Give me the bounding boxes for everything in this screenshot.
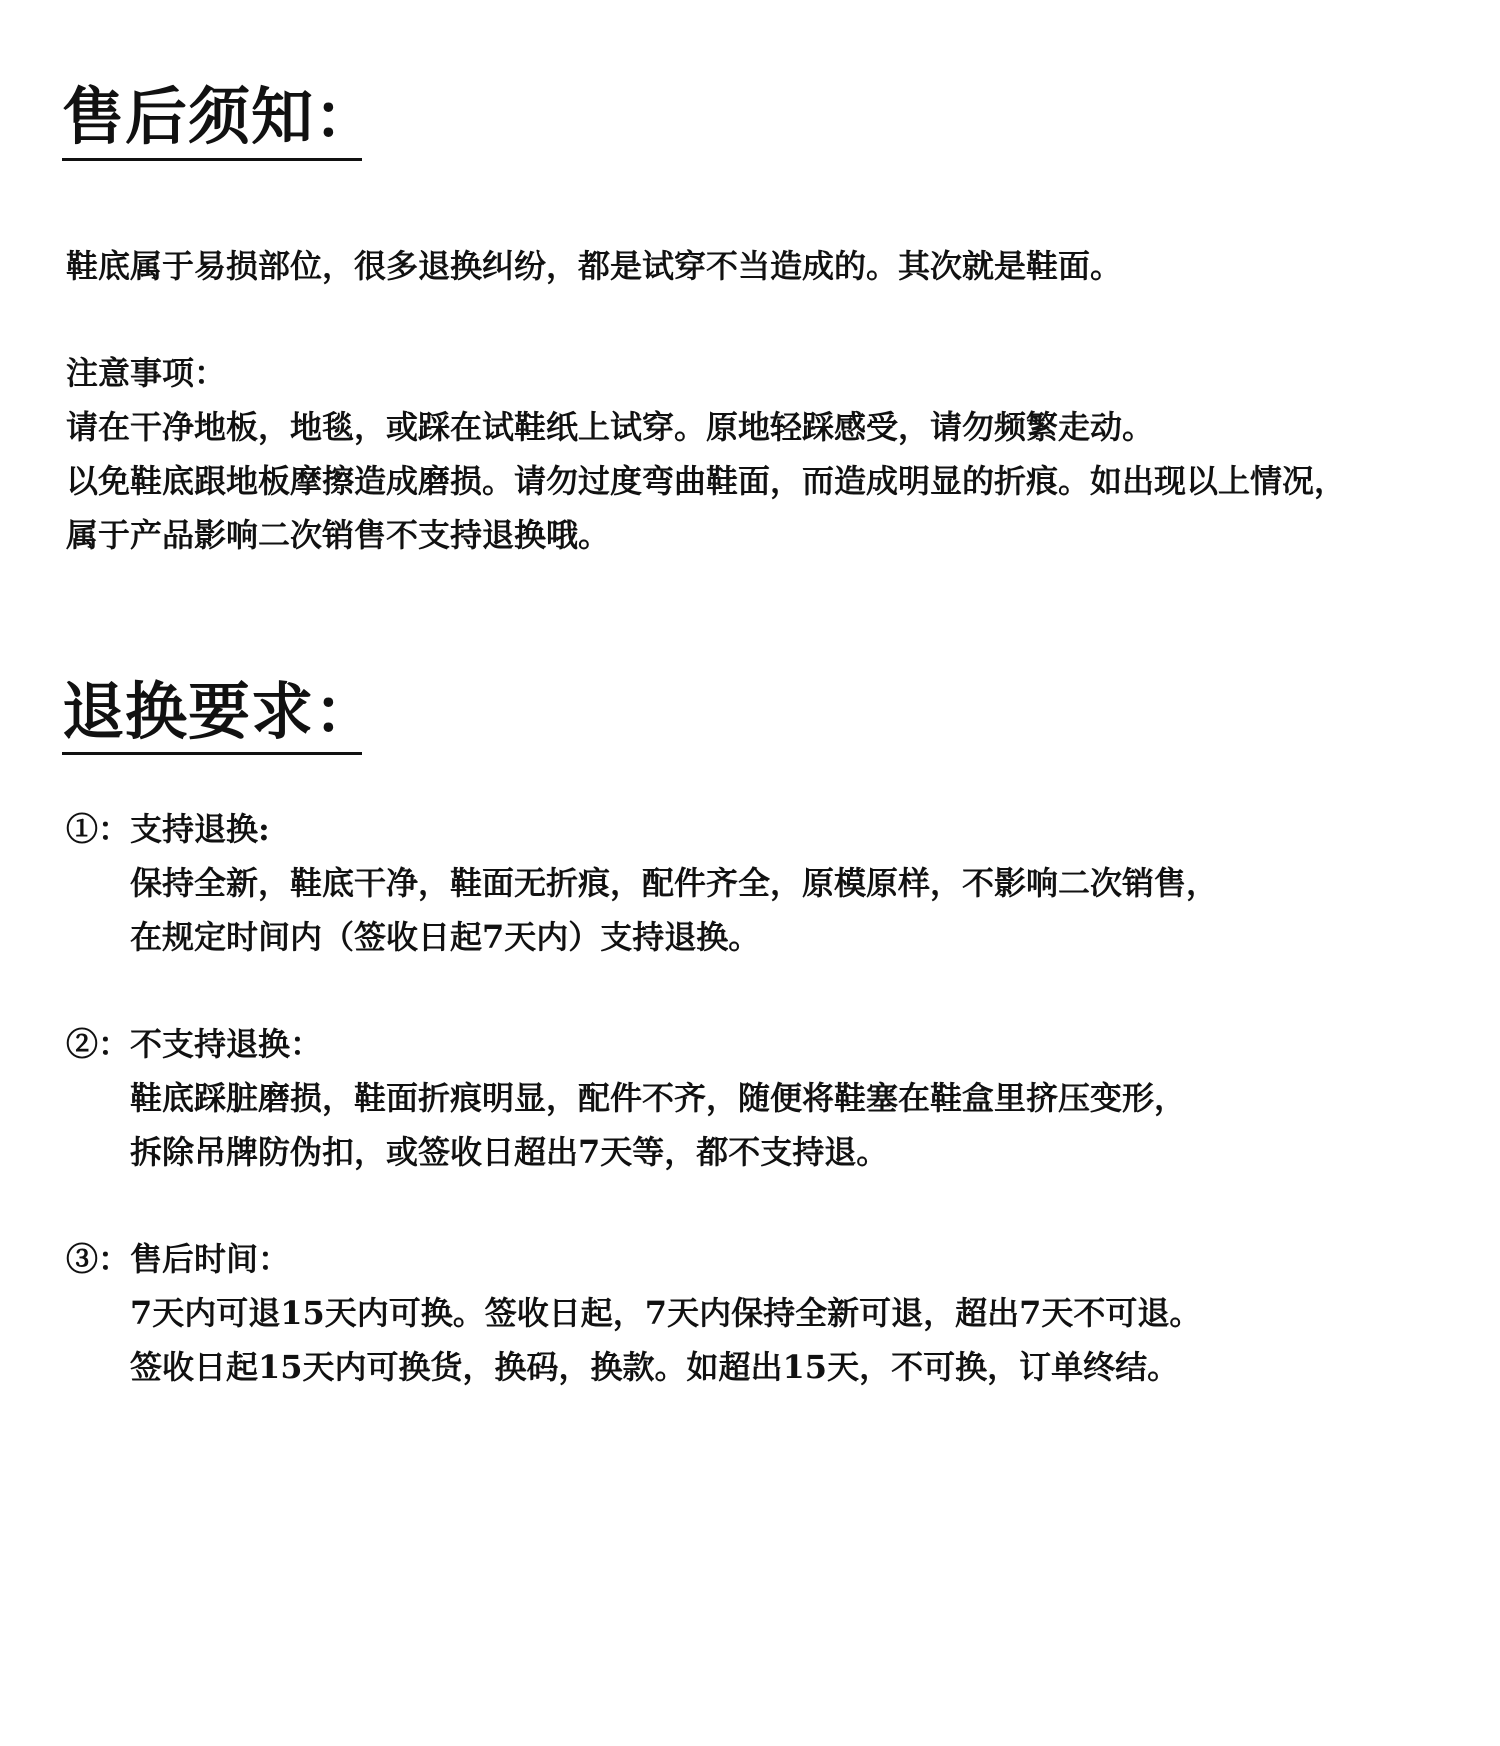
requirement-item-1-line-1: 保持全新，鞋底干净，鞋面无折痕，配件齐全，原模原样，不影响二次销售， xyxy=(130,864,1219,902)
requirements-heading-underline xyxy=(62,752,362,755)
notes-line-3: 属于产品影响二次销售不支持退换哦。 xyxy=(66,516,611,554)
notice-heading-underline xyxy=(62,158,362,161)
notes-label: 注意事项： xyxy=(66,354,227,392)
notes-line-1: 请在干净地板，地毯，或踩在试鞋纸上试穿。原地轻踩感受，请勿频繁走动。 xyxy=(66,408,1155,446)
notice-heading: 售后须知： xyxy=(62,80,378,153)
requirement-item-2-line-2: 拆除吊牌防伪扣，或签收日超出7天等，都不支持退。 xyxy=(130,1133,889,1171)
requirements-heading: 退换要求： xyxy=(62,675,378,748)
requirement-item-1-title: ①：支持退换: xyxy=(66,810,270,848)
requirement-item-3-line-1: 7天内可退15天内可换。签收日起，7天内保持全新可退，超出7天不可退。 xyxy=(130,1294,1202,1332)
requirement-item-3-title: ③：售后时间： xyxy=(66,1240,291,1278)
requirement-item-2-line-1: 鞋底踩脏磨损，鞋面折痕明显，配件不齐，随便将鞋塞在鞋盒里挤压变形， xyxy=(130,1079,1187,1117)
requirement-item-3-line-2: 签收日起15天内可换货，换码，换款。如超出15天，不可换，订单终结。 xyxy=(130,1348,1180,1386)
requirement-item-2-title: ②：不支持退换： xyxy=(66,1025,323,1063)
requirement-item-1-line-2: 在规定时间内（签收日起7天内）支持退换。 xyxy=(130,918,761,956)
notes-line-2: 以免鞋底跟地板摩擦造成磨损。请勿过度弯曲鞋面，而造成明显的折痕。如出现以上情况， xyxy=(66,462,1347,500)
notice-intro: 鞋底属于易损部位，很多退换纠纷，都是试穿不当造成的。其次就是鞋面。 xyxy=(66,247,1123,285)
